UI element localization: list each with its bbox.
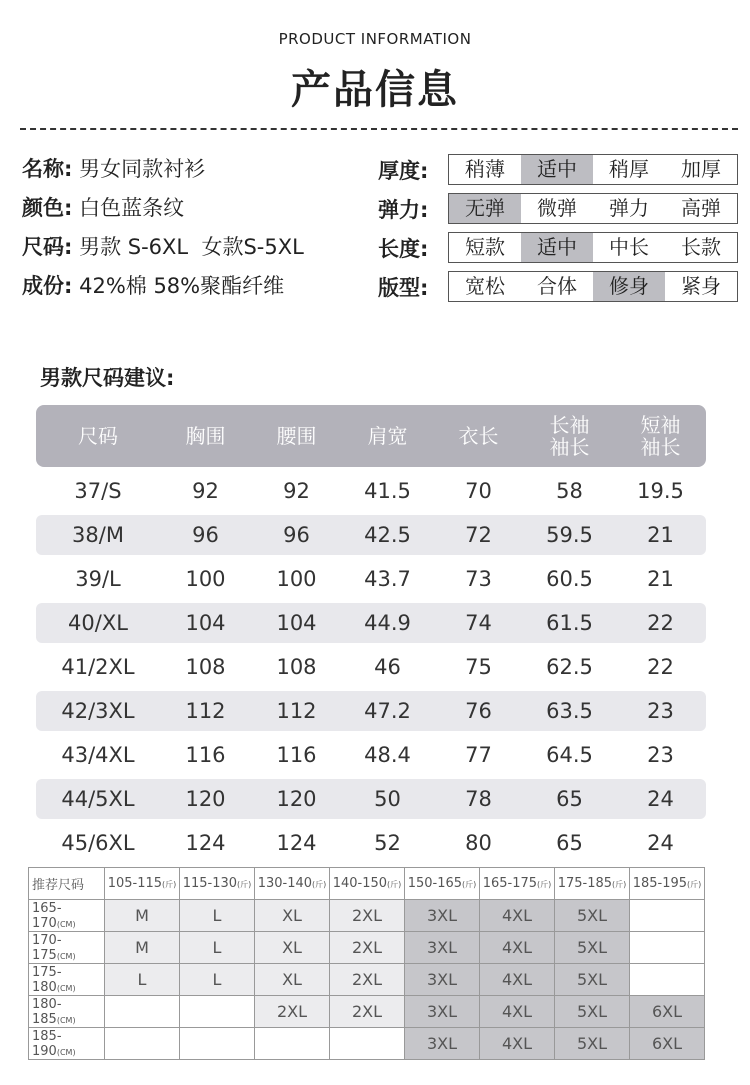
header-cell: 长袖 袖长: [549, 413, 590, 459]
header-cell: 衣长: [458, 424, 499, 448]
recommend-cell: 5XL: [555, 996, 630, 1028]
recommend-cell: [255, 1028, 330, 1060]
table-cell: 43.7: [364, 567, 411, 591]
table-cell: 46: [374, 655, 401, 679]
size-table-header: [36, 405, 706, 467]
recommend-cell: 6XL: [630, 996, 705, 1028]
recommend-cell: 3XL: [405, 1028, 480, 1060]
table-cell: 38/M: [72, 523, 124, 547]
table-cell: 21: [647, 567, 674, 591]
info-key: 成份:: [22, 274, 73, 298]
weight-range-header: [105, 868, 180, 900]
info-value: 男款 S-6XL 女款S-5XL: [79, 235, 304, 259]
recommend-cell: L: [105, 964, 180, 996]
recommend-cell: 5XL: [555, 900, 630, 932]
attribute-option-selected: 适中: [521, 155, 593, 184]
table-cell: 47.2: [364, 699, 411, 723]
table-cell: 39/L: [75, 567, 121, 591]
attribute-option: 短款: [465, 235, 505, 259]
table-cell: 100: [276, 567, 317, 591]
header-cell: 肩宽: [367, 424, 408, 448]
attribute-selector-panel: [378, 150, 738, 306]
product-info-list: [22, 150, 382, 306]
table-row: [36, 471, 706, 511]
header-english-title: PRODUCT INFORMATION: [278, 30, 472, 48]
recommend-cell: 3XL: [405, 996, 480, 1028]
table-cell: 96: [283, 523, 310, 547]
table-row: [36, 779, 706, 819]
height-unit: (CM): [56, 983, 76, 993]
table-row: [36, 603, 706, 643]
weight-range-header: [480, 868, 555, 900]
info-row-name: [22, 150, 382, 189]
table-cell: 48.4: [364, 743, 411, 767]
table-cell: 44/5XL: [61, 787, 135, 811]
weight-range: 140-150: [332, 876, 388, 891]
height-range-header: [29, 996, 105, 1028]
info-value: 白色蓝条纹: [79, 196, 185, 220]
recommend-header-row: [29, 868, 705, 900]
height-range: 170-175: [32, 932, 62, 963]
recommend-cell: 5XL: [555, 932, 630, 964]
table-cell: 78: [465, 787, 492, 811]
attribute-row: [378, 228, 738, 267]
info-key: 尺码:: [22, 235, 73, 259]
recommend-row: [29, 932, 705, 964]
table-row: [36, 515, 706, 555]
attribute-option-selected: 修身: [593, 272, 665, 301]
table-cell: 63.5: [546, 699, 593, 723]
recommend-cell: M: [105, 900, 180, 932]
dashed-divider: [20, 128, 738, 130]
table-cell: 76: [465, 699, 492, 723]
weight-range-header: [180, 868, 255, 900]
height-unit: (CM): [56, 919, 76, 929]
attribute-options: [448, 271, 738, 302]
weight-unit: (斤): [387, 880, 402, 889]
weight-unit: (斤): [312, 880, 327, 889]
height-range-header: [29, 900, 105, 932]
recommend-cell: [630, 932, 705, 964]
header-chinese-title: 产品信息: [291, 67, 459, 113]
attribute-option: 高弹: [681, 196, 721, 220]
height-unit: (CM): [56, 1015, 76, 1025]
recommend-cell: L: [180, 900, 255, 932]
table-cell: 72: [465, 523, 492, 547]
weight-unit: (斤): [162, 880, 177, 889]
attribute-key: 长度:: [378, 236, 429, 261]
table-cell: 124: [185, 831, 226, 855]
weight-unit: (斤): [612, 880, 627, 889]
attribute-key: 厚度:: [378, 158, 429, 183]
table-cell: 92: [192, 479, 219, 503]
table-cell: 23: [647, 699, 674, 723]
info-row-size: [22, 228, 382, 267]
weight-range: 165-175: [482, 876, 538, 891]
weight-unit: (斤): [237, 880, 252, 889]
attribute-option: 紧身: [681, 274, 721, 298]
recommend-cell: XL: [255, 932, 330, 964]
weight-range: 105-115: [107, 876, 163, 891]
info-value: 42%棉 58%聚酯纤维: [79, 274, 285, 298]
table-cell: 104: [185, 611, 226, 635]
recommend-cell: 2XL: [330, 996, 405, 1028]
table-cell: 41/2XL: [61, 655, 135, 679]
height-range-header: [29, 1028, 105, 1060]
attribute-option: 微弹: [537, 196, 577, 220]
table-cell: 43/4XL: [61, 743, 135, 767]
weight-range: 115-130: [182, 876, 238, 891]
table-cell: 62.5: [546, 655, 593, 679]
recommend-cell: M: [105, 932, 180, 964]
table-cell: 58: [556, 479, 583, 503]
table-row: [36, 735, 706, 775]
table-cell: 96: [192, 523, 219, 547]
attribute-option: 宽松: [465, 274, 505, 298]
attribute-options: [448, 154, 738, 185]
recommend-cell: 2XL: [330, 932, 405, 964]
weight-unit: (斤): [462, 880, 477, 889]
attribute-key: 版型:: [378, 275, 429, 300]
weight-range: 175-185: [557, 876, 613, 891]
weight-range: 185-195: [632, 876, 688, 891]
attribute-option: 稍厚: [609, 157, 649, 181]
height-range-header: [29, 932, 105, 964]
size-table: [36, 405, 706, 863]
table-cell: 41.5: [364, 479, 411, 503]
recommend-cell: XL: [255, 964, 330, 996]
table-cell: 42/3XL: [61, 699, 135, 723]
table-row: [36, 559, 706, 599]
recommend-cell: 2XL: [330, 964, 405, 996]
table-cell: 19.5: [637, 479, 684, 503]
table-cell: 100: [185, 567, 226, 591]
recommend-cell: 3XL: [405, 932, 480, 964]
table-row: [36, 647, 706, 687]
info-row-material: [22, 267, 382, 306]
recommend-cell: 4XL: [480, 900, 555, 932]
weight-range: 150-165: [407, 876, 463, 891]
table-cell: 24: [647, 831, 674, 855]
attribute-key: 弹力:: [378, 197, 429, 222]
table-cell: 42.5: [364, 523, 411, 547]
weight-range-header: [555, 868, 630, 900]
table-cell: 64.5: [546, 743, 593, 767]
table-cell: 52: [374, 831, 401, 855]
attribute-row: [378, 189, 738, 228]
table-cell: 70: [465, 479, 492, 503]
table-cell: 61.5: [546, 611, 593, 635]
weight-range-header: [405, 868, 480, 900]
recommend-cell: L: [180, 932, 255, 964]
table-cell: 24: [647, 787, 674, 811]
size-table-title: 男款尺码建议:: [40, 366, 175, 390]
recommend-cell: [105, 1028, 180, 1060]
table-cell: 22: [647, 655, 674, 679]
table-cell: 73: [465, 567, 492, 591]
recommend-cell: [330, 1028, 405, 1060]
table-cell: 22: [647, 611, 674, 635]
table-cell: 116: [185, 743, 226, 767]
recommend-cell: [180, 1028, 255, 1060]
weight-range: 130-140: [257, 876, 313, 891]
table-cell: 60.5: [546, 567, 593, 591]
recommend-cell: 4XL: [480, 964, 555, 996]
recommend-cell: 2XL: [255, 996, 330, 1028]
attribute-options: [448, 232, 738, 263]
table-cell: 59.5: [546, 523, 593, 547]
header-cell: 短袖 袖长: [640, 413, 681, 459]
weight-range-header: [330, 868, 405, 900]
weight-range-header: [630, 868, 705, 900]
attribute-option: 合体: [537, 274, 577, 298]
table-cell: 50: [374, 787, 401, 811]
recommend-cell: [630, 964, 705, 996]
recommend-cell: 3XL: [405, 900, 480, 932]
weight-unit: (斤): [687, 880, 702, 889]
attribute-option: 长款: [681, 235, 721, 259]
table-cell: 108: [276, 655, 317, 679]
table-cell: 65: [556, 831, 583, 855]
info-key: 名称:: [22, 157, 73, 181]
table-cell: 124: [276, 831, 317, 855]
recommend-cell: 6XL: [630, 1028, 705, 1060]
height-range: 165-170: [32, 900, 62, 931]
recommend-cell: [105, 996, 180, 1028]
recommend-row: [29, 996, 705, 1028]
table-cell: 21: [647, 523, 674, 547]
header-cell: 胸围: [185, 424, 226, 448]
table-cell: 120: [185, 787, 226, 811]
table-cell: 23: [647, 743, 674, 767]
attribute-row: [378, 150, 738, 189]
recommend-cell: [630, 900, 705, 932]
table-cell: 104: [276, 611, 317, 635]
attribute-option: 加厚: [681, 157, 721, 181]
table-cell: 108: [185, 655, 226, 679]
table-cell: 92: [283, 479, 310, 503]
attribute-option: 中长: [609, 235, 649, 259]
recommend-row: [29, 900, 705, 932]
recommend-cell: 5XL: [555, 964, 630, 996]
attribute-option-selected: 适中: [521, 233, 593, 262]
table-cell: 77: [465, 743, 492, 767]
table-cell: 112: [276, 699, 317, 723]
table-cell: 45/6XL: [61, 831, 135, 855]
table-cell: 37/S: [74, 479, 122, 503]
attribute-option: 稍薄: [465, 157, 505, 181]
recommend-cell: 2XL: [330, 900, 405, 932]
recommend-cell: [180, 996, 255, 1028]
table-cell: 74: [465, 611, 492, 635]
table-cell: 120: [276, 787, 317, 811]
weight-range-header: [255, 868, 330, 900]
height-range-header: [29, 964, 105, 996]
recommend-cell: 3XL: [405, 964, 480, 996]
height-unit: (CM): [56, 1047, 76, 1057]
recommend-cell: 4XL: [480, 932, 555, 964]
recommend-row: [29, 1028, 705, 1060]
recommend-cell: L: [180, 964, 255, 996]
table-cell: 116: [276, 743, 317, 767]
height-range: 185-190: [32, 1028, 62, 1059]
table-cell: 80: [465, 831, 492, 855]
table-cell: 75: [465, 655, 492, 679]
header-cell: 尺码: [78, 424, 118, 448]
recommend-cell: XL: [255, 900, 330, 932]
height-range: 175-180: [32, 964, 62, 995]
height-range: 180-185: [32, 996, 62, 1027]
weight-unit: (斤): [537, 880, 552, 889]
attribute-options: [448, 193, 738, 224]
info-key: 颜色:: [22, 196, 73, 220]
attribute-row: [378, 267, 738, 306]
recommend-row: [29, 964, 705, 996]
table-row: [36, 823, 706, 863]
header-cell: 腰围: [276, 424, 317, 448]
recommend-size-table: [28, 867, 705, 1060]
table-cell: 112: [185, 699, 226, 723]
attribute-option-selected: 无弹: [449, 194, 521, 223]
recommend-corner-label: 推荐尺码: [29, 868, 105, 900]
attribute-option: 弹力: [609, 196, 649, 220]
table-cell: 40/XL: [68, 611, 128, 635]
info-value: 男女同款衬衫: [79, 157, 206, 181]
height-unit: (CM): [56, 951, 76, 961]
recommend-cell: 4XL: [480, 1028, 555, 1060]
table-row: [36, 691, 706, 731]
info-row-color: [22, 189, 382, 228]
table-cell: 65: [556, 787, 583, 811]
recommend-cell: 5XL: [555, 1028, 630, 1060]
recommend-cell: 4XL: [480, 996, 555, 1028]
table-cell: 44.9: [364, 611, 411, 635]
